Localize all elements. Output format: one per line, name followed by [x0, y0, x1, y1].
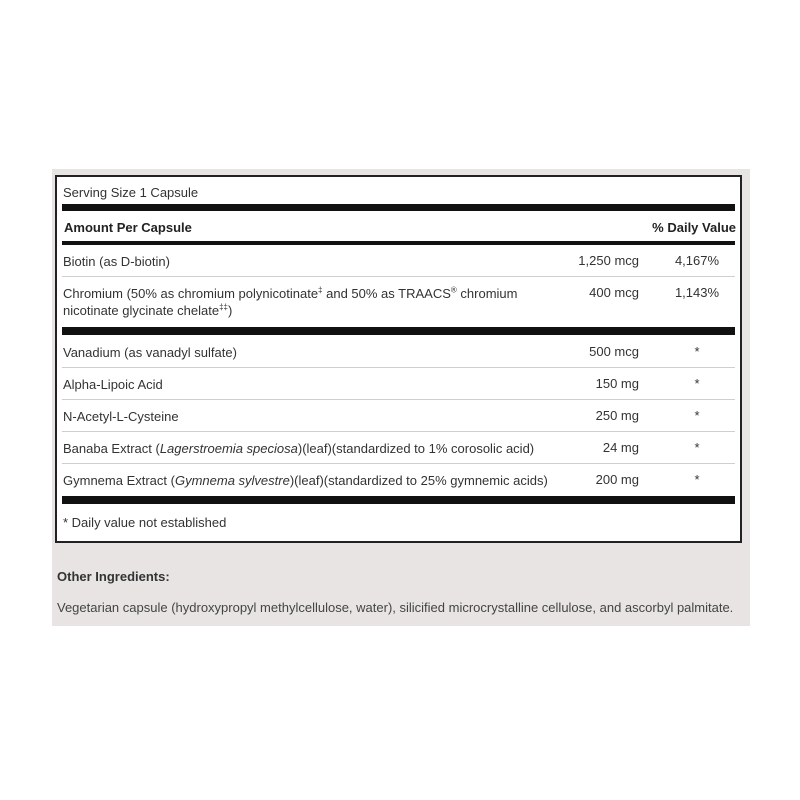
row-divider	[62, 463, 735, 464]
ingredient-amount: 500 mcg	[589, 344, 639, 359]
ingredient-amount: 24 mg	[602, 440, 639, 455]
row-divider	[62, 367, 735, 368]
row-divider	[62, 399, 735, 400]
row-divider	[62, 276, 735, 277]
ingredient-daily-value: 4,167%	[674, 253, 720, 268]
daily-value-header: % Daily Value	[652, 220, 736, 235]
ingredient-amount: 150 mg	[595, 376, 639, 391]
medium-divider	[62, 241, 735, 245]
ingredient-amount: 1,250 mcg	[578, 253, 639, 268]
serving-size: Serving Size 1 Capsule	[63, 185, 199, 200]
thick-divider	[62, 327, 735, 335]
ingredient-daily-value: *	[694, 440, 700, 455]
ingredient-name: Vanadium (as vanadyl sulfate)	[63, 345, 237, 360]
ingredient-name: Gymnema Extract (Gymnema sylvestre)(leaf)(standardized to 25% gymnemic acids)	[63, 473, 548, 488]
ingredient-daily-value: *	[694, 408, 700, 423]
ingredient-name: Alpha-Lipoic Acid	[63, 377, 163, 392]
thick-divider	[62, 496, 735, 504]
ingredient-daily-value: *	[694, 472, 700, 487]
amount-per-capsule-header: Amount Per Capsule	[64, 220, 192, 235]
other-ingredients-text: Vegetarian capsule (hydroxypropyl methylcellulose, water), silicified microcrystalline cellulose, and ascorbyl palmitate.	[57, 600, 734, 615]
ingredient-daily-value: *	[694, 376, 700, 391]
ingredient-amount: 200 mg	[595, 472, 639, 487]
footnote: * Daily value not established	[63, 515, 227, 530]
ingredient-amount: 250 mg	[595, 408, 639, 423]
ingredient-name: N-Acetyl-L-Cysteine	[63, 409, 179, 424]
row-divider	[62, 431, 735, 432]
ingredient-name: Banaba Extract (Lagerstroemia speciosa)(leaf)(standardized to 1% corosolic acid)	[63, 441, 535, 456]
thick-divider	[62, 204, 735, 211]
other-ingredients-heading: Other Ingredients:	[57, 569, 170, 584]
ingredient-name: Chromium (50% as chromium polynicotinate‡ and 50% as TRAACS® chromium nicotinate glycinate chelate‡‡)	[63, 285, 518, 318]
ingredient-daily-value: *	[694, 344, 700, 359]
ingredient-amount: 400 mcg	[589, 285, 639, 300]
supplement-facts-table	[55, 175, 742, 543]
ingredient-name: Biotin (as D-biotin)	[63, 254, 170, 269]
ingredient-daily-value: 1,143%	[674, 285, 720, 300]
